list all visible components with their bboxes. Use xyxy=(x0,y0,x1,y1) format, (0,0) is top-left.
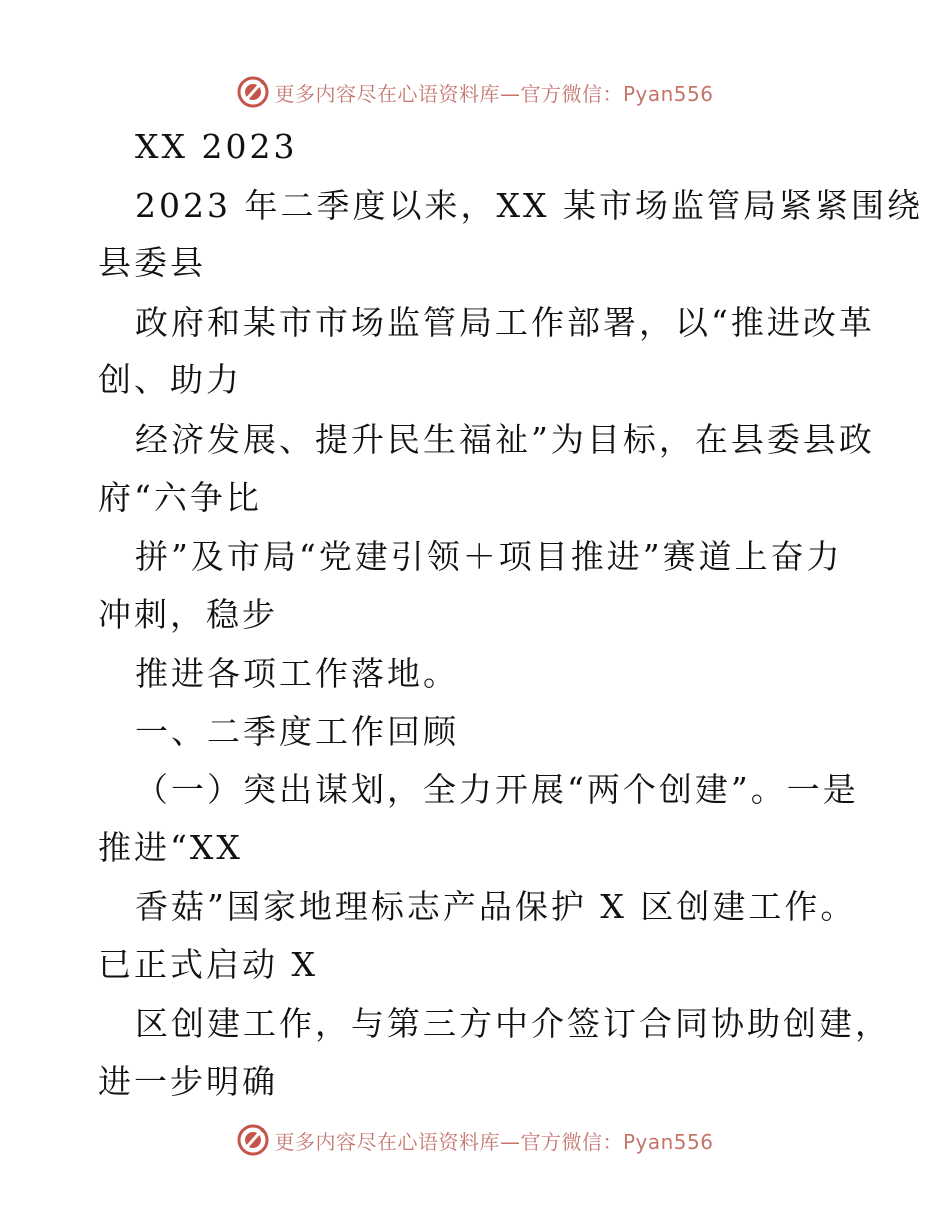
watermark-text: 更多内容尽在心语资料库—官方微信：Pyan556 xyxy=(274,1129,714,1154)
paragraph-line: 区创建工作，与第三方中介签订合同协助创建， xyxy=(135,1004,891,1043)
pen-seal-logo-icon xyxy=(236,75,270,109)
paragraph-line: 经济发展、提升民生福祉”为目标，在县委县政 xyxy=(135,420,875,459)
paragraph-line: 创、助力 xyxy=(98,360,242,399)
paragraph-line: 县委县 xyxy=(98,243,206,282)
paragraph-line: XX 2023 xyxy=(135,127,298,166)
paragraph-line: 香菇”国家地理标志产品保护 X 区创建工作。 xyxy=(135,887,857,926)
paragraph-line: 府“六争比 xyxy=(98,478,262,517)
paragraph-line: 推进各项工作落地。 xyxy=(135,654,459,693)
paragraph-line: 政府和某市市场监管局工作部署，以“推进改革 xyxy=(135,303,875,342)
section-heading: 一、二季度工作回顾 xyxy=(135,712,459,751)
paragraph-line: 2023 年二季度以来，XX 某市场监管局紧紧围绕 xyxy=(135,186,923,225)
paragraph-line: 已正式启动 X xyxy=(98,945,318,984)
paragraph-line: （一）突出谋划，全力开展“两个创建”。一是 xyxy=(135,770,859,809)
paragraph-line: 进一步明确 xyxy=(98,1062,278,1101)
paragraph-line: 拼”及市局“党建引领＋项目推进”赛道上奋力 xyxy=(135,537,843,576)
paragraph-line: 推进“XX xyxy=(98,828,243,867)
watermark-text: 更多内容尽在心语资料库—官方微信：Pyan556 xyxy=(274,81,714,106)
footer-watermark xyxy=(0,1120,950,1160)
pen-seal-logo-icon xyxy=(236,1123,270,1157)
header-watermark xyxy=(0,72,950,112)
paragraph-line: 冲刺，稳步 xyxy=(98,595,278,634)
